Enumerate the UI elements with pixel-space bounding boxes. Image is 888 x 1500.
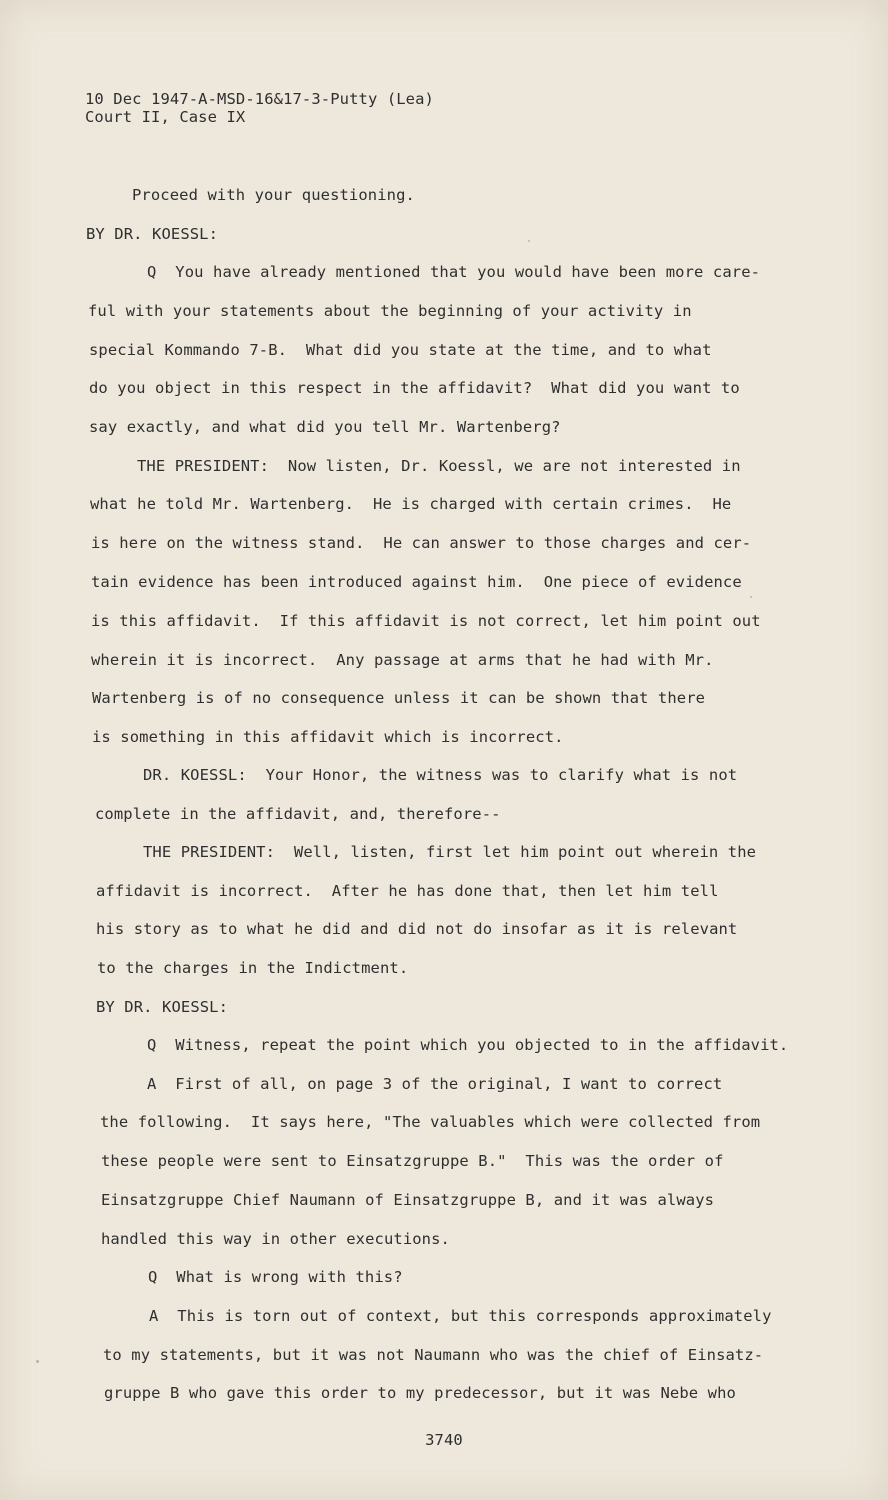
transcript-line: complete in the affidavit, and, therefore--	[95, 805, 501, 823]
transcript-line: say exactly, and what did you tell Mr. Wartenberg?	[89, 418, 561, 436]
question-line: Q Witness, repeat the point which you objected to in the affidavit.	[147, 1036, 789, 1054]
answer-line: A This is torn out of context, but this corresponds approximately	[149, 1307, 772, 1325]
transcript-line: to my statements, but it was not Naumann who was the chief of Einsatz-	[103, 1346, 764, 1364]
transcript-line: is here on the witness stand. He can answer to those charges and cer-	[91, 534, 752, 552]
header-session-line: 10 Dec 1947-A-MSD-16&17-3-Putty (Lea)	[85, 90, 434, 108]
header-court-line: Court II, Case IX	[85, 108, 246, 126]
transcript-line: is something in this affidavit which is incorrect.	[92, 728, 564, 746]
transcript-line: ful with your statements about the beginning of your activity in	[88, 302, 692, 320]
paper-speck	[36, 1360, 39, 1363]
transcript-line: tain evidence has been introduced against him. One piece of evidence	[91, 573, 742, 591]
transcript-line: is this affidavit. If this affidavit is not correct, let him point out	[91, 612, 761, 630]
transcript-line: affidavit is incorrect. After he has done that, then let him tell	[96, 882, 719, 900]
transcript-line: the following. It says here, "The valuables which were collected from	[100, 1113, 761, 1131]
page-number: 3740	[425, 1431, 463, 1449]
transcript-line: gruppe B who gave this order to my predecessor, but it was Nebe who	[104, 1384, 736, 1402]
paper-speck	[528, 240, 530, 242]
president-line: THE PRESIDENT: Well, listen, first let him point out wherein the	[143, 843, 757, 861]
transcript-line: these people were sent to Einsatzgruppe B." This was the order of	[101, 1152, 724, 1170]
question-line: Q What is wrong with this?	[148, 1268, 403, 1286]
president-line: THE PRESIDENT: Now listen, Dr. Koessl, we are not interested in	[137, 457, 741, 475]
transcript-line: handled this way in other executions.	[101, 1230, 450, 1248]
paper-speck	[750, 596, 752, 598]
transcript-line: what he told Mr. Wartenberg. He is charged with certain crimes. He	[90, 495, 732, 513]
transcript-line: Proceed with your questioning.	[132, 186, 415, 204]
speaker-heading: BY DR. KOESSL:	[96, 998, 229, 1016]
question-line: Q You have already mentioned that you would have been more care-	[147, 263, 761, 281]
transcript-line: do you object in this respect in the affidavit? What did you want to	[89, 379, 740, 397]
transcript-line: Einsatzgruppe Chief Naumann of Einsatzgruppe B, and it was always	[101, 1191, 715, 1209]
transcript-line: to the charges in the Indictment.	[97, 959, 409, 977]
transcript-line: Wartenberg is of no consequence unless it can be shown that there	[92, 689, 706, 707]
transcript-line: wherein it is incorrect. Any passage at arms that he had with Mr.	[91, 651, 714, 669]
speaker-heading: BY DR. KOESSL:	[86, 225, 219, 243]
transcript-line: his story as to what he did and did not do insofar as it is relevant	[96, 920, 738, 938]
transcript-line: special Kommando 7-B. What did you state at the time, and to what	[89, 341, 712, 359]
counsel-line: DR. KOESSL: Your Honor, the witness was to clarify what is not	[143, 766, 738, 784]
answer-line: A First of all, on page 3 of the original, I want to correct	[147, 1075, 723, 1093]
